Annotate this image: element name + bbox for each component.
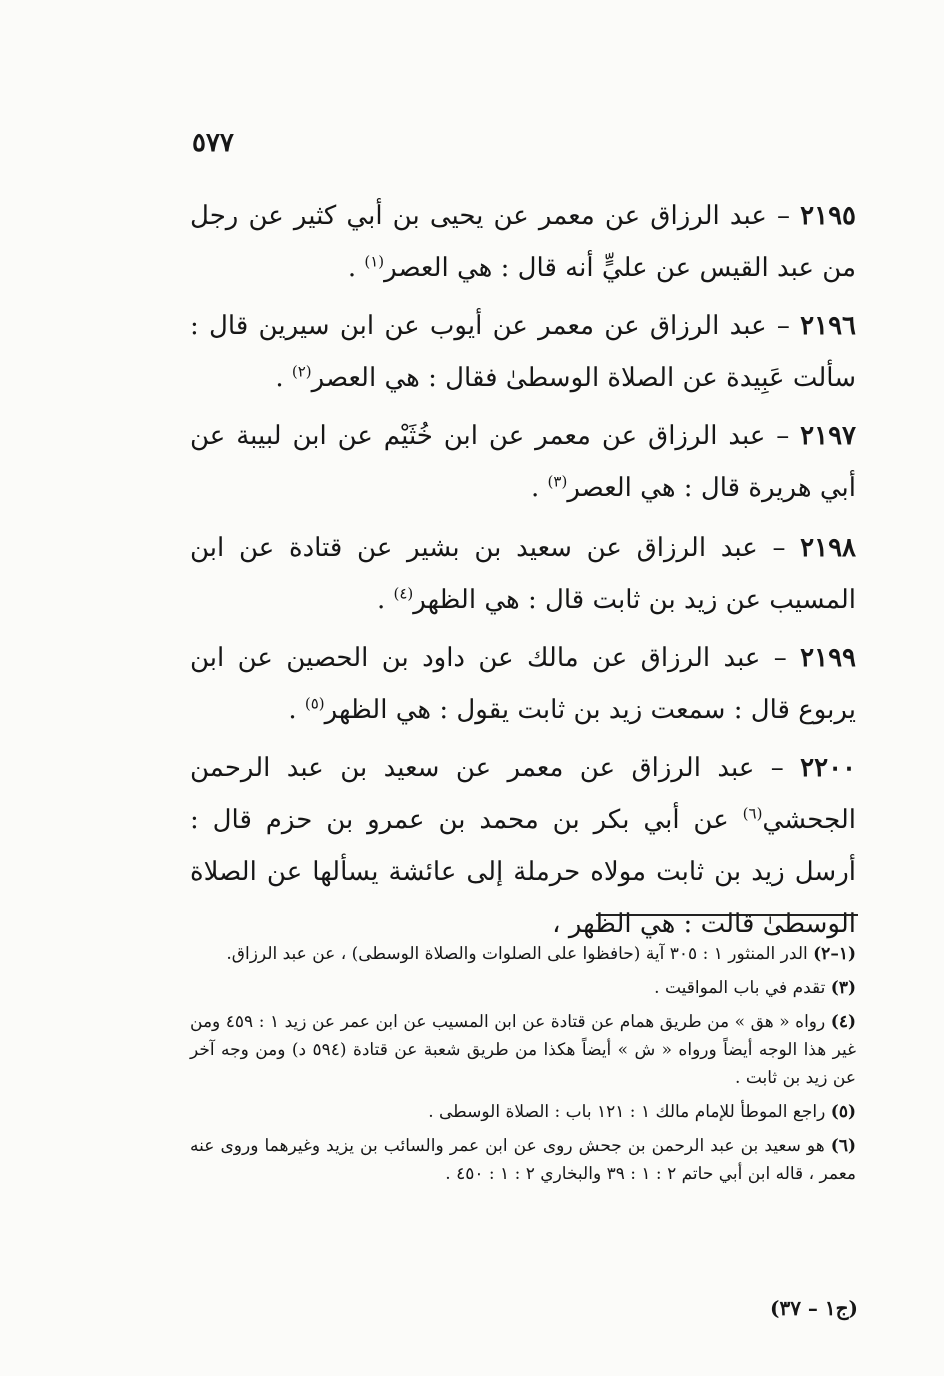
footnote-divider: [596, 914, 858, 916]
footnote-3: [190, 974, 856, 1002]
footnote-text: تقدم في باب المواقيت .: [654, 978, 826, 998]
footnote-number: (٦): [830, 1136, 857, 1156]
hadith-number: ٢١٩٨: [800, 533, 857, 563]
footnote-number: (١–٢): [813, 944, 856, 964]
footnote-ref: (٢): [291, 362, 312, 381]
footnote-ref: (٤): [393, 584, 414, 603]
hadith-end: .: [376, 585, 394, 615]
hadith-number: ٢١٩٥: [800, 201, 856, 231]
page-number: ٥٧٧: [192, 128, 234, 158]
hadith-end: .: [347, 253, 365, 283]
footnote-4: [190, 1008, 856, 1092]
hadith-end: .: [275, 363, 292, 393]
footnote-ref: (١): [364, 252, 385, 271]
footnote-ref: (٣): [547, 472, 568, 491]
footnotes: [190, 940, 856, 1194]
hadith-end: عن أبي بكر بن محمد بن عمرو بن حزم قال : أرسل زيد بن ثابت مولاه حرملة إلى عائشة يسألها عن الصلاة الوسطىٰ قالت : هي الظهر ،: [190, 805, 856, 939]
hadith-2196: [190, 300, 856, 404]
hadith-number: ٢١٩٩: [800, 643, 856, 673]
footnote-ref: (٥): [304, 694, 325, 713]
volume-mark: (ج١ – ٣٧): [769, 1296, 858, 1320]
hadith-2198: [190, 522, 856, 626]
footnote-text: هو سعيد بن عبد الرحمن بن جحش روى عن ابن عمر والسائب بن يزيد وغيرهما وروى عنه معمر ، قاله ابن أبي حاتم ٢ : ١ : ٣٩ والبخاري ٢ : ١ : ٤٥٠ .: [190, 1136, 856, 1184]
hadith-text: – عبد الرزاق عن معمر عن يحيى بن أبي كثير عن رجل من عبد القيس عن عليٍّ أنه قال : هي العصر: [190, 201, 856, 283]
hadith-text: – عبد الرزاق عن سعيد بن بشير عن قتادة عن ابن المسيب عن زيد بن ثابت قال : هي الظهر: [190, 533, 856, 615]
footnote-text: راجع الموطأ للإمام مالك ١ : ١٢١ باب : الصلاة الوسطى .: [428, 1102, 826, 1122]
hadith-number: ٢٢٠٠: [800, 753, 856, 783]
hadith-end: .: [531, 473, 548, 503]
hadith-text: – عبد الرزاق عن مالك عن داود بن الحصين عن ابن يربوع قال : سمعت زيد بن ثابت يقول : هي الظهر: [190, 643, 856, 725]
footnote-number: (٤): [830, 1012, 856, 1032]
footnote-ref: (٦): [742, 804, 763, 823]
footnote-text: الدر المنثور ١ : ٣٠٥ آية (حافظوا على الصلوات والصلاة الوسطى) ، عن عبد الرزاق.: [226, 944, 808, 964]
hadith-text: – عبد الرزاق عن معمر عن أيوب عن ابن سيرين قال : سألت عَبِيدة عن الصلاة الوسطىٰ فقال : هي العصر: [190, 311, 856, 393]
hadith-2199: [190, 632, 856, 736]
footnote-5: [190, 1098, 856, 1126]
hadith-2200: [190, 742, 856, 950]
hadith-end: .: [288, 695, 305, 725]
hadith-number: ٢١٩٧: [800, 421, 856, 451]
hadith-text: – عبد الرزاق عن معمر عن سعيد بن عبد الرحمن الجحشي: [190, 753, 856, 835]
hadith-2195: [190, 190, 856, 294]
footnote-text: رواه « هق » من طريق همام عن قتادة عن ابن المسيب عن ابن عمر عن زيد ١ : ٤٥٩ ومن غير هذا الوجه أيضاً ورواه « ش » أيضاً هكذا من طريق شعبة عن قتادة (٥٩٤ د) ومن وجه آخر عن زيد بن ثابت .: [190, 1012, 856, 1088]
hadith-text: – عبد الرزاق عن معمر عن ابن خُثَيْم عن ابن لبيبة عن أبي هريرة قال : هي العصر: [190, 421, 856, 503]
hadith-number: ٢١٩٦: [800, 311, 856, 341]
footnote-number: (٣): [830, 978, 856, 998]
footnote-1-2: [190, 940, 856, 968]
footnote-6: [190, 1132, 856, 1188]
hadith-2197: [190, 410, 856, 514]
footnote-number: (٥): [830, 1102, 856, 1122]
